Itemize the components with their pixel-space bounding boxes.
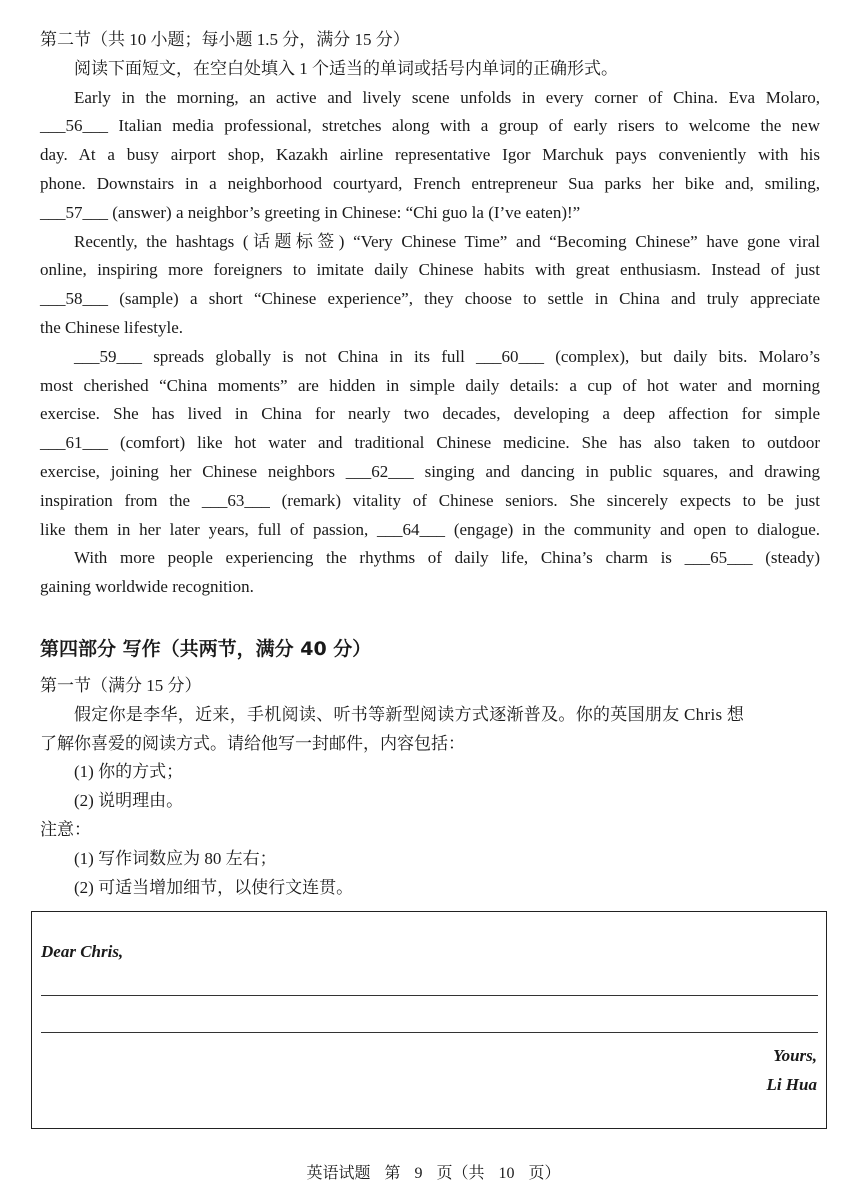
passage-line: online, inspiring more foreigners to imitate daily Chinese habits with great enthusiasm. Instead of just: [40, 260, 820, 280]
passage-line: ___59___ spreads globally is not China in its full ___60___ (complex), but daily bits. Molaro’s: [74, 346, 820, 366]
prompt-point: (1) 你的方式；: [74, 762, 184, 782]
note-item: (1) 写作词数应为 80 左右；: [74, 848, 277, 868]
exam-page: [40, 26, 820, 902]
passage-line: Early in the morning, an active and lively scene unfolds in every corner of China. Eva Molaro,: [74, 87, 820, 107]
passage-line: most cherished “China moments” are hidden in simple daily details: a cup of hot water and morning: [40, 375, 820, 395]
section-heading: 第二节（共 10 小题；每小题 1.5 分，满分 15 分）: [40, 30, 410, 49]
page-footer: 英语试题 第 9 页（共 10 页）: [306, 1165, 561, 1182]
letter-signature: Li Hua: [766, 1075, 817, 1094]
letter-closing: Yours,: [773, 1046, 817, 1065]
note-label: 注意：: [40, 819, 91, 839]
passage-line: day. At a busy airport shop, Kazakh airline representative Igor Marchuk pays conveniently with his: [40, 145, 820, 165]
passage-line: gaining worldwide recognition.: [40, 577, 254, 597]
prompt-point: (2) 说明理由。: [74, 791, 184, 811]
writing-line[interactable]: [41, 995, 818, 996]
section-instruction: 阅读下面短文，在空白处填入 1 个适当的单词或括号内单词的正确形式。: [74, 58, 618, 78]
passage-line: ___61___ (comfort) like hot water and traditional Chinese medicine. She has also taken to outdoor: [40, 433, 820, 453]
answer-box[interactable]: [31, 911, 827, 1129]
passage-line: With more people experiencing the rhythms of daily life, China’s charm is ___65___ (steady): [74, 548, 820, 568]
passage-line: like them in her later years, full of passion, ___64___ (engage) in the community and open to dialogue.: [40, 519, 820, 539]
cloze-passage: [40, 84, 820, 602]
letter-salutation: Dear Chris,: [41, 942, 124, 961]
writing-prompt: 假定你是李华，近来，手机阅读、听书等新型阅读方式逐渐普及。你的英国朋友 Chris 想: [74, 704, 745, 724]
part-heading: 第四部分 写作（共两节，满分 40 分）: [40, 637, 372, 660]
passage-line: exercise, joining her Chinese neighbors ___62___ singing and dancing in public squares, and drawing: [40, 461, 820, 481]
passage-line: the Chinese lifestyle.: [40, 317, 184, 337]
passage-line: Recently, the hashtags (话题标签) “Very Chinese Time” and “Becoming Chinese” have gone viral: [74, 231, 820, 251]
passage-line: ___57___ (answer) a neighbor’s greeting in Chinese: “Chi guo la (I’ve eaten)!”: [40, 202, 581, 222]
sub-heading: 第一节（满分 15 分）: [40, 675, 202, 695]
passage-line: phone. Downstairs in a neighborhood courtyard, French entrepreneur Sua parks her bike and, smiling,: [40, 173, 820, 193]
note-item: (2) 可适当增加细节，以使行文连贯。: [74, 877, 354, 897]
passage-line: inspiration from the ___63___ (remark) vitality of Chinese seniors. She sincerely expects to be just: [40, 490, 820, 510]
writing-line[interactable]: [41, 1032, 818, 1033]
passage-line: ___58___ (sample) a short “Chinese experience”, they choose to settle in China and truly appreciate: [40, 289, 820, 309]
passage-line: ___56___ Italian media professional, stretches along with a group of early risers to welcome the new: [40, 116, 820, 136]
writing-prompt: 了解你喜爱的阅读方式。请给他写一封邮件，内容包括：: [40, 733, 465, 753]
passage-line: exercise. She has lived in China for nearly two decades, developing a deep affection for simple: [40, 404, 820, 424]
